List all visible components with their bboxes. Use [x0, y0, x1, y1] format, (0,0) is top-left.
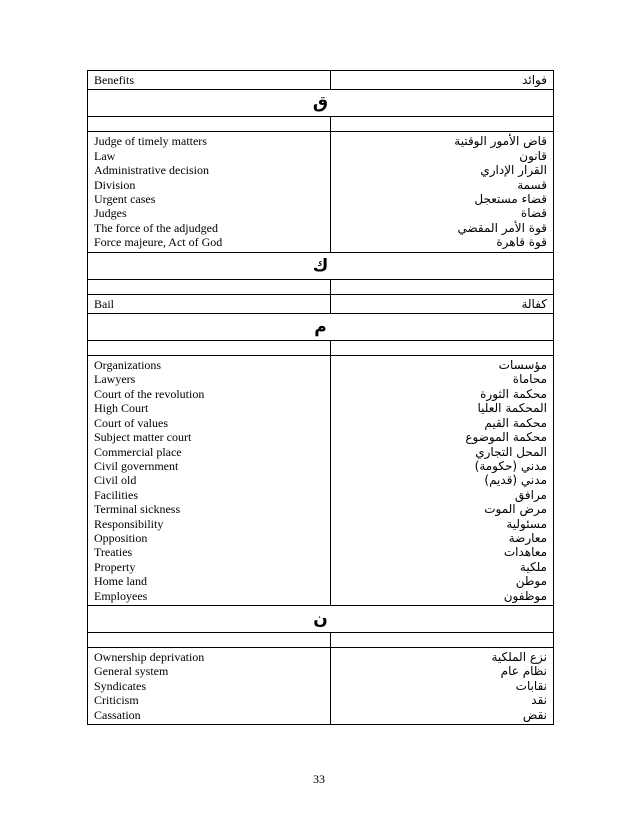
section-terms-row — [88, 647, 554, 724]
arabic-term: المحكمة العليا — [477, 401, 547, 416]
section-letter-row — [88, 90, 554, 117]
arabic-term: نزع الملكية — [491, 649, 547, 664]
arabic-term: مرافق — [514, 487, 547, 502]
english-term: Criticism — [94, 693, 139, 708]
spacer-row — [88, 632, 554, 647]
english-term: Division — [94, 177, 136, 192]
english-term: Opposition — [94, 530, 148, 545]
arabic-term: محكمة القيم — [484, 415, 547, 430]
arabic-term: محكمة الموضوع — [465, 430, 547, 445]
arabic-term: موظفون — [503, 588, 547, 603]
english-term: General system — [94, 664, 169, 679]
spacer-row — [88, 279, 554, 294]
arabic-term: مسئولية — [506, 516, 547, 531]
spacer-row — [88, 341, 554, 356]
section-letter: م — [88, 314, 554, 341]
english-term: Home land — [94, 574, 147, 589]
section-letter-row — [88, 252, 554, 279]
arabic-term: محكمة الثورة — [480, 386, 547, 401]
english-term: Civil old — [94, 473, 137, 488]
arabic-term: قسمة — [517, 177, 547, 192]
english-cell — [88, 647, 331, 724]
english-term: Force majeure, Act of God — [94, 235, 223, 250]
english-cell — [88, 294, 331, 313]
arabic-term: محاماة — [512, 372, 547, 387]
section-letter: ق — [88, 90, 554, 117]
arabic-term: قوة قاهرة — [496, 235, 547, 250]
arabic-term: موطن — [515, 574, 547, 589]
arabic-cell — [331, 356, 554, 606]
english-term: Subject matter court — [94, 430, 192, 445]
arabic-term: قضاة — [520, 206, 547, 221]
english-cell — [88, 71, 331, 90]
arabic-cell — [331, 132, 554, 252]
arabic-cell — [331, 294, 554, 313]
arabic-term: مدني (حكومة) — [474, 458, 547, 473]
english-cell — [88, 132, 331, 252]
arabic-term: فوائد — [522, 73, 547, 87]
english-term: Administrative decision — [94, 163, 209, 178]
arabic-term: قانون — [519, 148, 547, 163]
arabic-cell — [331, 71, 554, 90]
arabic-term: معارضة — [508, 530, 547, 545]
arabic-term: كفالة — [521, 296, 547, 311]
english-term: Employees — [94, 588, 148, 603]
arabic-term: مؤسسات — [498, 358, 547, 373]
english-term: Cassation — [94, 707, 141, 722]
arabic-term: نقد — [531, 693, 547, 708]
arabic-cell — [331, 647, 554, 724]
arabic-term: المحل التجاري — [475, 444, 547, 459]
english-term: The force of the adjudged — [94, 220, 218, 235]
english-term: Ownership deprivation — [94, 649, 205, 664]
section-terms-row — [88, 132, 554, 252]
english-term: Civil government — [94, 458, 179, 473]
english-term: Facilities — [94, 487, 138, 502]
english-term: Urgent cases — [94, 192, 156, 207]
section-letter: ك — [88, 252, 554, 279]
english-term: Judge of timely matters — [94, 134, 207, 149]
arabic-term: ملكية — [519, 559, 547, 574]
page-number: 33 — [313, 772, 325, 786]
english-cell — [88, 356, 331, 606]
arabic-term: القرار الإداري — [480, 163, 547, 178]
english-term: Commercial place — [94, 444, 182, 459]
section-letter: ن — [88, 605, 554, 632]
arabic-term: مرض الموت — [484, 502, 547, 517]
arabic-term: نظام عام — [500, 664, 547, 679]
arabic-term: قوة الأمر المقضي — [457, 220, 547, 235]
arabic-term: معاهدات — [503, 545, 547, 560]
english-term: Responsibility — [94, 516, 164, 531]
english-term: Benefits — [94, 73, 134, 87]
english-term: Court of the revolution — [94, 386, 205, 401]
spacer-row — [88, 117, 554, 132]
english-term: High Court — [94, 401, 149, 416]
arabic-term: قاض الأمور الوقتية — [454, 134, 547, 149]
english-term: Syndicates — [94, 678, 146, 693]
arabic-term: مدني (قديم) — [484, 473, 547, 488]
english-term: Lawyers — [94, 372, 136, 387]
english-term: Court of values — [94, 415, 168, 430]
english-term: Treaties — [94, 545, 133, 560]
section-terms-row — [88, 294, 554, 313]
english-term: Organizations — [94, 358, 162, 373]
glossary-table — [87, 70, 554, 725]
english-term: Property — [94, 559, 136, 574]
english-term: Law — [94, 148, 116, 163]
arabic-term: نقابات — [515, 678, 547, 693]
arabic-term: نقض — [522, 707, 547, 722]
english-term: Judges — [94, 206, 127, 221]
english-term: Terminal sickness — [94, 502, 181, 517]
section-terms-row — [88, 356, 554, 606]
section-letter-row — [88, 605, 554, 632]
section-letter-row — [88, 314, 554, 341]
arabic-term: قضاء مستعجل — [474, 192, 547, 207]
benefits-row — [88, 71, 554, 90]
english-term: Bail — [94, 296, 114, 311]
